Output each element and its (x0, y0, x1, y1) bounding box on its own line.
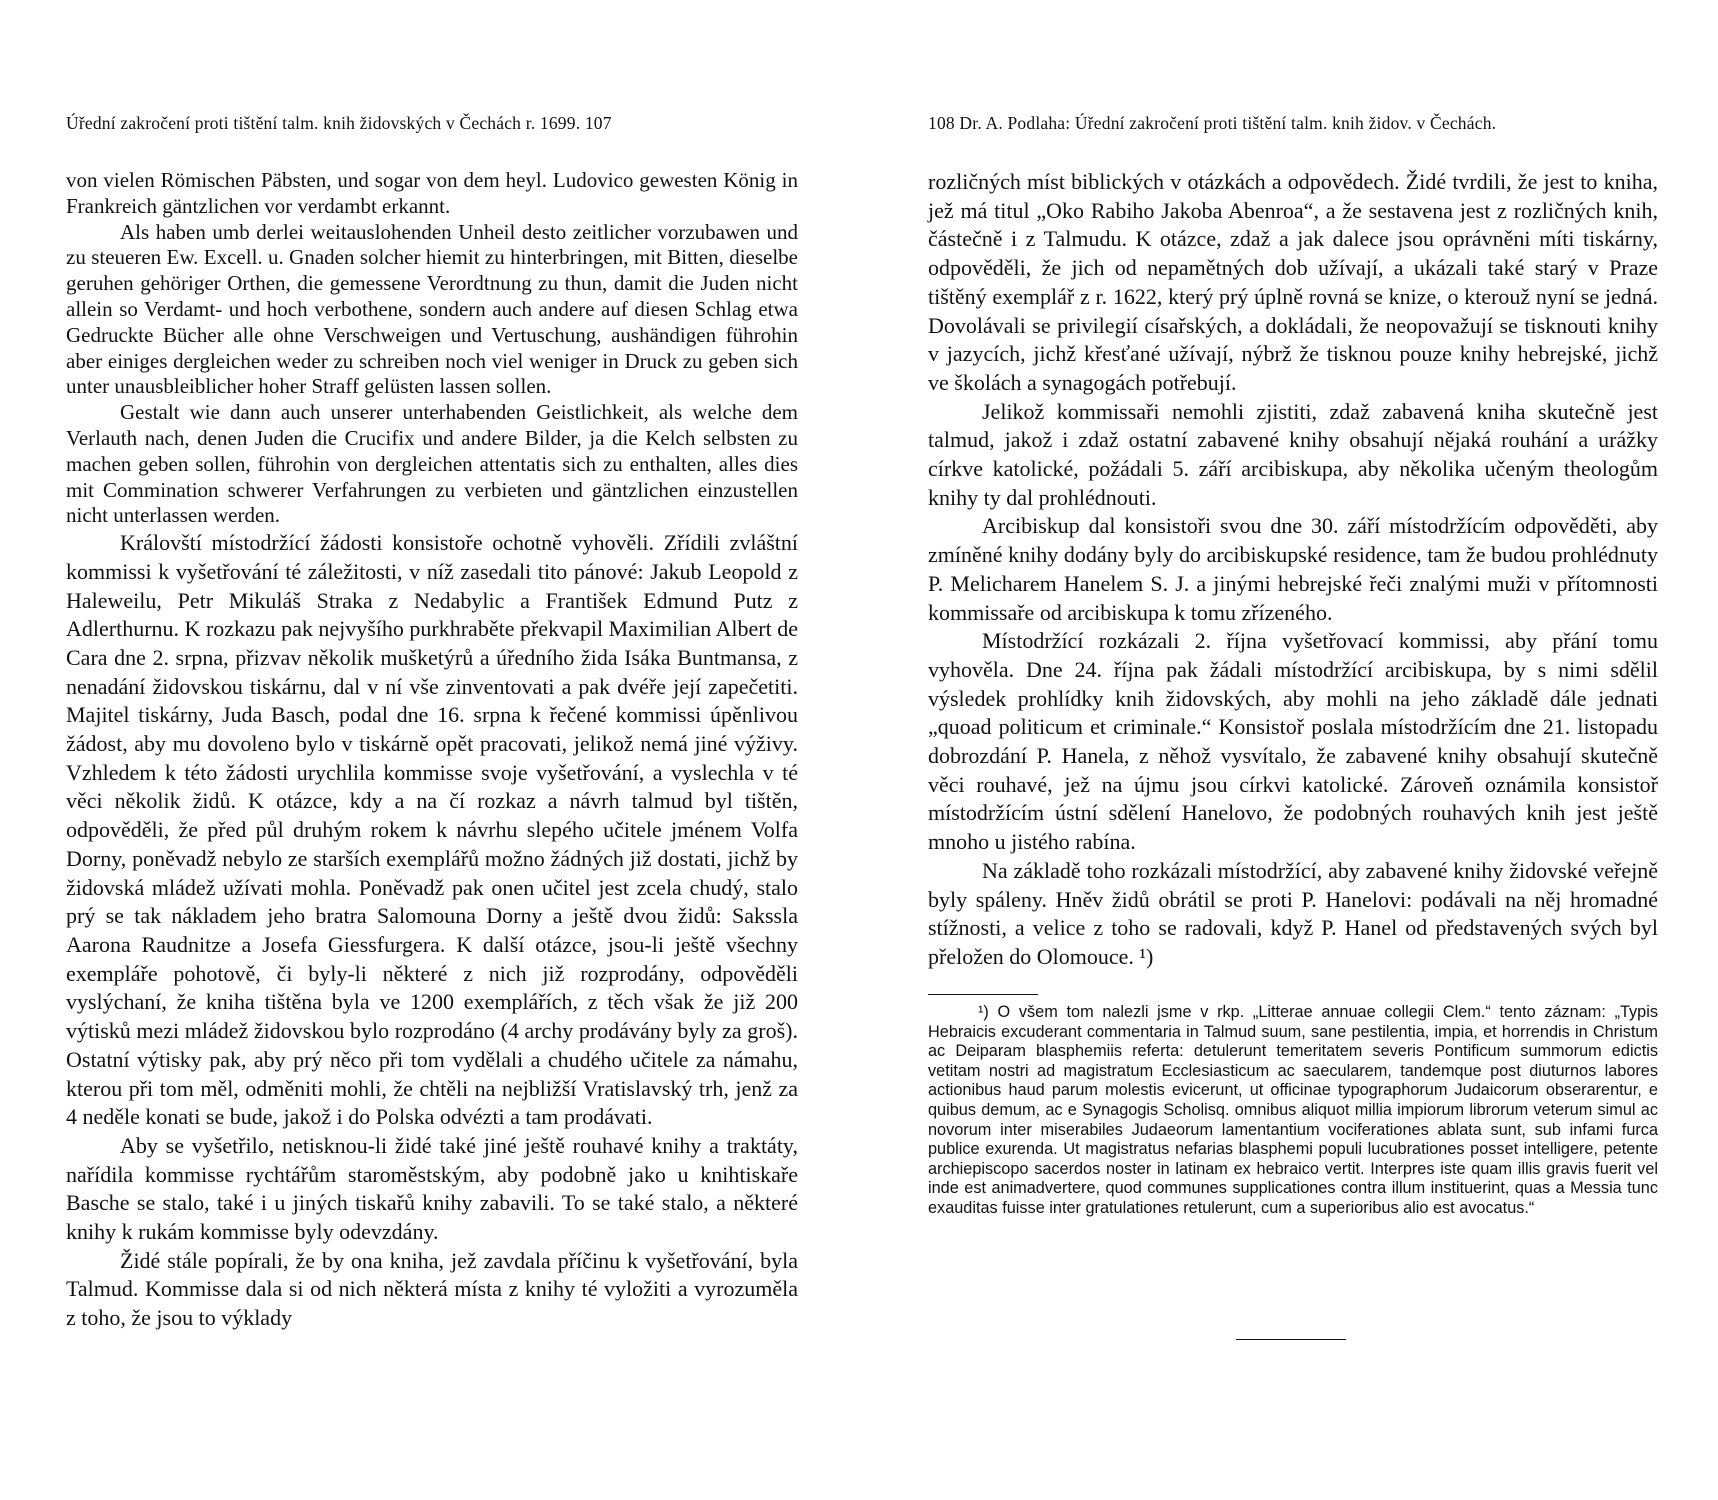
running-head: 108 Dr. A. Podlaha: Úřední zakročení proti tištění talm. knih židov. v Čechách. (928, 113, 1497, 133)
paragraph: rozličných míst biblických v otázkách a odpovědech. Židé tvrdili, že jest to kniha, jež má titul „Oko Rabiho Jakoba Abenroa“, a že sestavena jest z rozličných knih, částečně i z Talmudu. K otázce, zdaž a jak dalece jsou oprávněni míti tiskárny, odpověděli, že jich od nepamětných dob užívají, a ukázali také starý v Praze tištěný exemplář z r. 1622, který prý úplně rovná se knize, o kterouž nyní se jedná. Dovolávali se privilegií císařských, a dokládali, že neopovažují se tisknouti knihy v jazycích, jichž křesťané užívají, nýbrž že tisknou pouze knihy hebrejské, jichž ve školách a synagogách potřebují. (928, 169, 1658, 395)
left-page (66, 0, 798, 1500)
paragraph: Als haben umb derlei weitauslohenden Unheil desto zeitlicher vorzubawen und zu steueren Ew. Excell. u. Gnaden solcher hiemit zu hinterbringen, mit Bitten, dieselbe geruhen gehöriger Orthen, die gemessene Verordtnung zu thun, damit die Juden nicht allein so Verdamt- und hoch verbothene, sondern auch andere auf diesen Schlag etwa Gedruckte Bücher alle ohne Verschweigen und Vertuschung, aushändigen führohin aber einiges dergleichen weder zu schreiben noch viel weniger in Druck zu geben sich unter unausbleiblicher hoher Straff gelüsten lassen sollen. (66, 219, 798, 399)
paragraph: Aby se vyšetřilo, netisknou-li židé také jiné ještě rouhavé knihy a traktáty, nařídila kommisse rychtářům staroměstským, aby podobně jako u knihtiskaře Basche se stalo, také i u jiných tiskařů knihy zabavili. To se také stalo, a některé knihy k rukám kommisse byly odevzdány. (66, 1132, 798, 1245)
paragraph: Gestalt wie dann auch unserer unterhabenden Geistlichkeit, als welche dem Verlauth nach, denen Juden die Crucifix und andere Bilder, ja die Kelch selbsten zu machen geben sollen, führohin von dergleichen attentatis sich zu enthalten, alles dies mit Commination schwerer Verfahrungen zu verbieten und gäntzlichen einzustellen nicht unterlassen werden. (66, 400, 798, 528)
paragraph: von vielen Römischen Päbsten, und sogar von dem heyl. Ludovico gewesten König in Frankreich gäntzlichen vor verdambt erkannt. (66, 168, 798, 218)
paragraph: Na základě toho rozkázali místodržící, aby zabavené knihy židovské veřejně byly spáleny. Hněv židů obrátil se proti P. Hanelovi: podávali na něj hromadné stížnosti, a velice z toho se radovali, když P. Hanel od představených svých byl přeložen do Olomouce. ¹) (928, 857, 1658, 969)
paragraph: Místodržící rozkázali 2. října vyšetřovací kommissi, aby přání tomu vyhověla. Dne 24. října pak žádali místodržící arcibiskupa, by s nimi sdělil výsledek prohlídky knih židovských, aby mohli na jeho základě dále jednati „quoad politicum et criminale.“ Konsistoř poslala místodržícím dne 21. listopadu dobrozdání P. Hanela, z něhož vysvítalo, že zabavené knihy obsahují skutečně věci rouhavé, jež na újmu jsou církvi katolické. Zároveň oznámila konsistoř místodržícím ústní sdělení Hanelovo, že podobných rouhavých knih jest ještě mnoho u jistého rabína. (928, 628, 1658, 855)
page-body (928, 168, 1658, 972)
paragraph: Arcibiskup dal konsistoři svou dne 30. září místodržícím odpověděti, aby zmíněné knihy dodány byly do arcibiskupské residence, tam že budou prohlédnuty P. Melicharem Hanelem S. J. a jinými hebrejské řeči znalými muži v přítomnosti kommissaře od arcibiskupa k tomu zřízeného. (928, 513, 1658, 625)
page-body (66, 168, 798, 1333)
running-head: Úřední zakročení proti tištění talm. knih židovských v Čechách r. 1699. 107 (66, 113, 612, 133)
footnote-divider (928, 994, 1038, 995)
footnote-text: ¹) O všem tom nalezli jsme v rkp. „Litterae annuae collegii Clem.“ tento záznam: „Typis Hebraicis excuderant commentaria in Talmud suum, sane pestilentia, impia, et horrendis in Christum ac Deiparam blasphemiis referta: detulerunt temeritatem severis Pontificum summorum edictis vetitam nostri ad magistratum Ecclesiasticum ac saecularem, tandemque post diuturnos labores actionibus haud parum molestis evicerunt, ut officinae typographorum Judaicorum obserarentur, e quibus demum, ac e Synagogis Scholisq. omnibus aliquot millia impiorum librorum veterum simul ac novorum inter miserabiles Judaeorum lamentantium vociferationes ablata sunt, sub infami furca publice exurenda. Ut magistratus nefarias blasphemi populi lucubrationes posset intelligere, petente archiepiscopo sacerdos noster in latinam ex hebraico vertit. Interpres iste quam illis gravis fuerit vel inde est animadvertere, quod communes supplicationes contra illum instituerint, quas a Messia tunc exauditas fuisse inter gratulationes retulerunt, cum a superioribus alio est avocatus.“ (928, 1003, 1658, 1217)
end-divider (1236, 1339, 1346, 1340)
footnote (928, 1003, 1658, 1219)
right-page (928, 0, 1658, 1500)
paragraph: Židé stále popírali, že by ona kniha, jež zavdala příčinu k vyšetřování, byla Talmud. Kommisse dala si od nich některá místa z knihy té vyložiti a vyrozuměla z toho, že jsou to výklady (66, 1247, 798, 1331)
paragraph: Jelikož kommissaři nemohli zjistiti, zdaž zabavená kniha skutečně jest talmud, jakož i zdaž ostatní zabavené knihy obsahují nějaká rouhání a urážky církve katolické, požádali 5. září arcibiskupa, aby několika učeným theologům knihy ty dal prohlédnouti. (928, 398, 1658, 510)
paragraph: Královští místodržící žádosti konsistoře ochotně vyhověli. Zřídili zvláštní kommissi k vyšetřování té záležitosti, v níž zasedali tito pánové: Jakub Leopold z Haleweilu, Petr Mikuláš Straka z Nedabylic a František Edmund Putz z Adlerthurnu. K rozkazu pak nejvyšího purkhraběte překvapil Maximilian Albert de Cara dne 2. srpna, přizvav několik mušketýrů a úředního žida Isáka Buntmansa, z nenadání židovskou tiskárnu, dal v ní vše zinventovati a pak dvéře její zapečetiti. Majitel tiskárny, Juda Basch, podal dne 16. srpna k řečené kommissi úpěnlivou žádost, aby mu dovoleno bylo v tiskárně opět pracovati, jelikož nemá jiné výživy. Vzhledem k této žádosti urychlila kommisse svoje vyšetřování, a vyslechla v té věci několik židů. K otázce, kdy a na čí rozkaz a návrh talmud byl tištěn, odpověděli, že před půl druhým rokem k návrhu slepého učitele jménem Volfa Dorny, poněvadž nebylo ze starších exemplářů možno žádných již dostati, jichž by židovská mládež užívati mohla. Poněvadž pak onen učitel jest zcela chudý, stalo prý se tak nákladem jeho bratra Salomouna Dorny a ještě dvou židů: Sakssla Aarona Raudnitze a Josefa Giessfurgera. K další otázce, jsou-li ještě všechny exempláře pohotově, či byly-li některé z nich již rozprodány, odpověděli vyslýchaní, že kniha tištěna byla ve 1200 exemplářích, z těch však že již 200 výtisků mezi mládež židovskou bylo rozprodáno (4 archy prodávány byly za groš). Ostatní výtisky pak, aby prý něco při tom vydělali a chudého učitele za námahu, kterou při tom měl, odměniti mohli, že chtěli na nejbližší Vratislavský trh, jenž za 4 neděle konati se bude, jakož i do Polska odvézti a tam prodávati. (66, 530, 798, 1130)
